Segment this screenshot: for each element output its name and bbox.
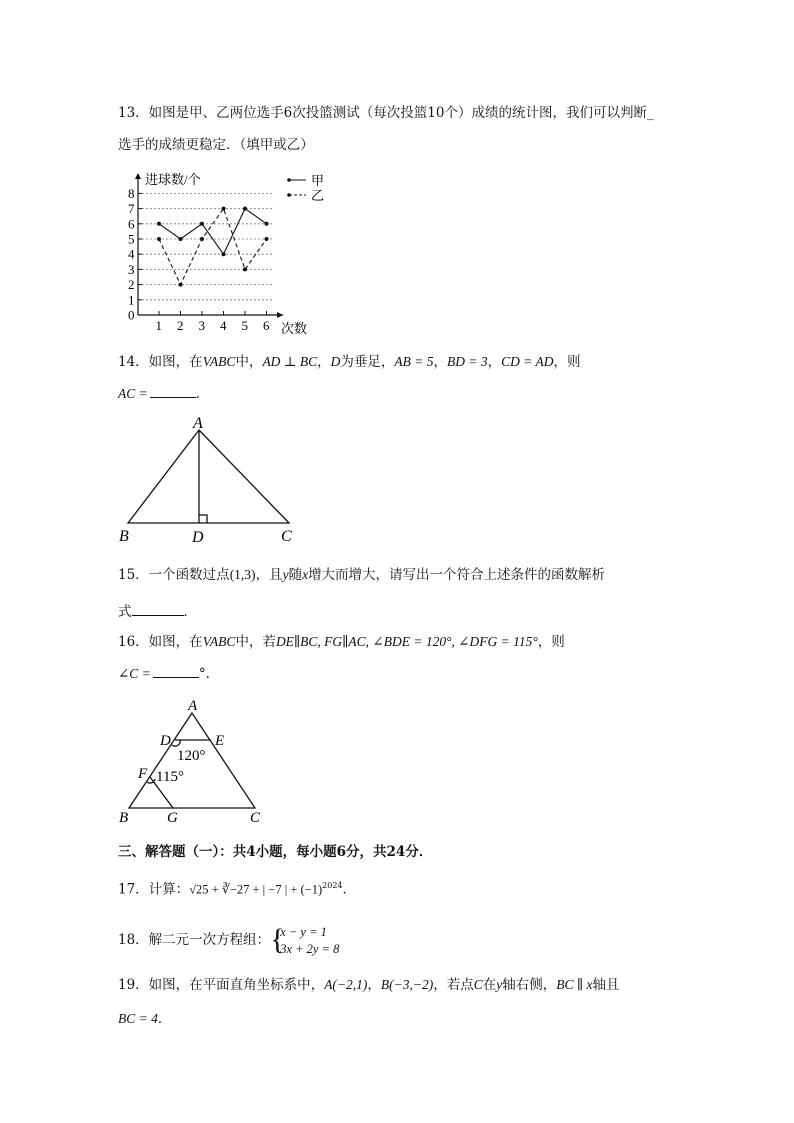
x-tick-label: 1	[155, 318, 162, 333]
x-tick-label: 6	[263, 318, 270, 333]
q14-label-C: C	[281, 528, 292, 545]
q16-label-E: E	[215, 733, 225, 749]
legend-label-yi: 乙	[311, 188, 325, 203]
q17-line: 17．计算：√25 + ∛−27 + | −7 | + $(-1)^{2024}$．	[118, 881, 356, 898]
y-tick-label: 2	[128, 277, 135, 293]
q16-label-B: B	[119, 810, 129, 826]
q14-label-B: B	[119, 528, 129, 545]
q19-line2: BC = 4．	[118, 1011, 172, 1027]
q16-label-C: C	[250, 810, 261, 826]
q16-label-D: D	[160, 733, 171, 749]
y-tick-label: 1	[128, 292, 135, 308]
q15-line1: 15．一个函数过点(1,3)，且y随x增大而增大，请写出一个符合上述条件的函数解析	[118, 567, 606, 583]
q16-label-A: A	[188, 698, 198, 714]
q16-line2: ∠C = °．	[118, 666, 220, 682]
legend-label-jia: 甲	[311, 173, 325, 188]
q13-line1: 13．如图是甲、乙两位选手6次投篮测试（每次投篮10个）成绩的统计图，我们可以判断_	[118, 105, 654, 121]
y-tick-label: 3	[128, 261, 135, 277]
y-tick-label: 7	[128, 201, 135, 217]
q16-angle-115: 115°	[156, 769, 184, 785]
x-axis-label: 次数	[281, 321, 308, 336]
q16-line1: 16．如图，在VABC中，若DE∥BC, FG∥AC, ∠BDE = 120°, ∠DFG = 115°，则	[118, 634, 565, 650]
q15-line2: 式 ．	[118, 604, 197, 620]
x-tick-label: 4	[220, 318, 227, 333]
x-tick-label: 2	[177, 318, 184, 333]
section-heading: 三、解答题（一）：共4小题，每小题6分，共24分．	[118, 844, 433, 860]
y-tick-label: 5	[128, 231, 135, 247]
q14-label-D: D	[192, 529, 204, 546]
q14-line2: AC = ．	[118, 386, 210, 402]
y-tick-label: 6	[128, 216, 135, 232]
y-axis-label: 进球数/个	[145, 172, 201, 187]
q16-angle-120: 120°	[177, 748, 206, 764]
x-tick-label: 3	[198, 318, 205, 333]
q19-line1: 19．如图，在平面直角坐标系中，A(−2,1)，B(−3,−2)，若点C在y轴右侧，BC ∥ x轴且	[118, 977, 620, 993]
q14-label-A: A	[193, 415, 203, 432]
y-tick-label: 0	[128, 307, 135, 323]
equation-system: { x − y = 1 3x + 2y = 8	[270, 922, 340, 956]
y-tick-label: 4	[128, 246, 135, 262]
y-tick-label: 8	[128, 185, 135, 201]
x-tick-label: 5	[241, 318, 248, 333]
q18-line: 18．解二元一次方程组： { x − y = 1 3x + 2y = 8	[118, 922, 340, 956]
q14-line1: 14．如图，在VABC中，AD ⊥ BC，D为垂足，AB = 5，BD = 3，CD = AD，则	[118, 354, 581, 370]
q16-label-G: G	[167, 810, 178, 826]
q13-line2: 选手的成绩更稳定．（填甲或乙）	[118, 137, 314, 153]
q16-label-F: F	[138, 766, 148, 782]
